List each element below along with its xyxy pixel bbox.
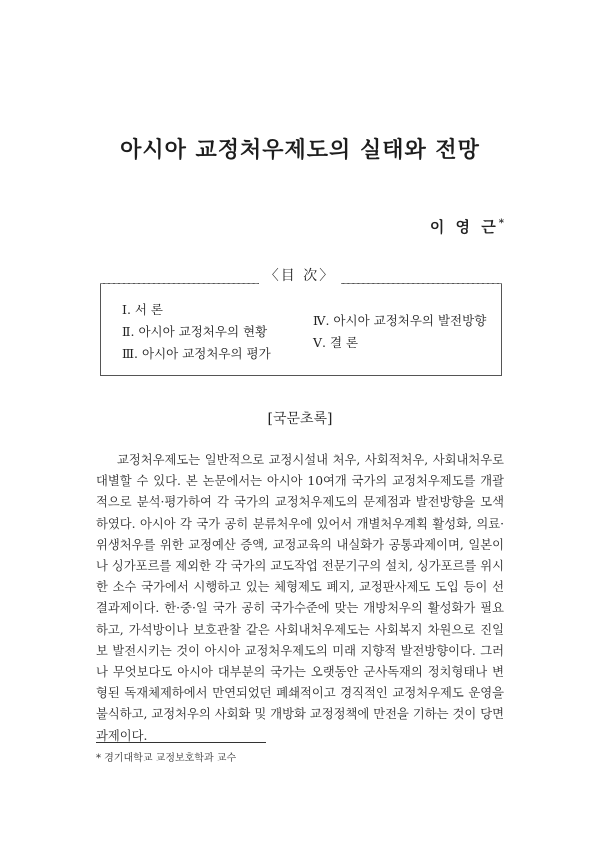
toc-item: Ⅲ. 아시아 교정처우의 평가 (122, 346, 271, 361)
author-footnote-mark: * (498, 218, 504, 229)
toc-item: Ⅰ. 서 론 (122, 302, 164, 317)
toc-item: Ⅴ. 결 론 (313, 335, 359, 350)
toc-item: Ⅳ. 아시아 교정처우의 발전방향 (313, 313, 487, 328)
paper-title: 아시아 교정처우제도의 실태와 전망 (120, 137, 480, 163)
toc-right-column (313, 310, 486, 354)
footnote: * 경기대학교 교정보호학과 교수 (96, 753, 237, 764)
abstract-heading: [국문초록] (267, 411, 333, 427)
toc-left-column (122, 299, 271, 365)
author-name (430, 216, 504, 237)
toc-heading (0, 265, 600, 285)
author-name-text: 이 영 근 (429, 218, 499, 236)
abstract-body: 교정처우제도는 일반적으로 교정시설내 처우, 사회적처우, 사회내처우로 대별할 수 있다. 본 논문에서는 아시아 10여개 국가의 교정처우제도를 개괄적으로 분석·평가하여 각 국가의 교정처우제도의 문제점과 발전방향을 모색하였다. 아시아 각 국가 공히 분류처우에 있어서 개별처우계획 활성화, 의료·위생처우를 위한 교정예산 증액, 교정교육의 내실화가 공통과제이며, 일본이나 싱가포르를 제외한 각 국가의 교도작업 전문기구의 설치, 싱가포르를 위시한 소수 국가에서 시행하고 있는 체형제도 폐지, 교정판사제도 도입 등이 선결과제이다. 한·중·일 국가 공히 국가수준에 맞는 개방처우의 활성화가 필요하고, 가석방이나 보호관찰 같은 사회내처우제도는 사회복지 차원으로 진일보 발전시키는 것이 아시아 교정처우제도의 미래 지향적 발전방향이다. 그러나 무엇보다도 아시아 대부분의 국가는 오랫동안 군사독재의 정치형태나 변형된 독재체제하에서 만연되었던 폐쇄적이고 경직적인 교정처우제도 운영을 불식하고, 교정처우의 사회화 및 개방화 교정정책에 만전을 기하는 것이 당면과제이다. (96, 453, 504, 743)
toc-item: Ⅱ. 아시아 교정처우의 현황 (122, 324, 268, 339)
toc-heading-text: 〈目 次〉 (259, 268, 341, 284)
footnote-divider (96, 742, 266, 743)
